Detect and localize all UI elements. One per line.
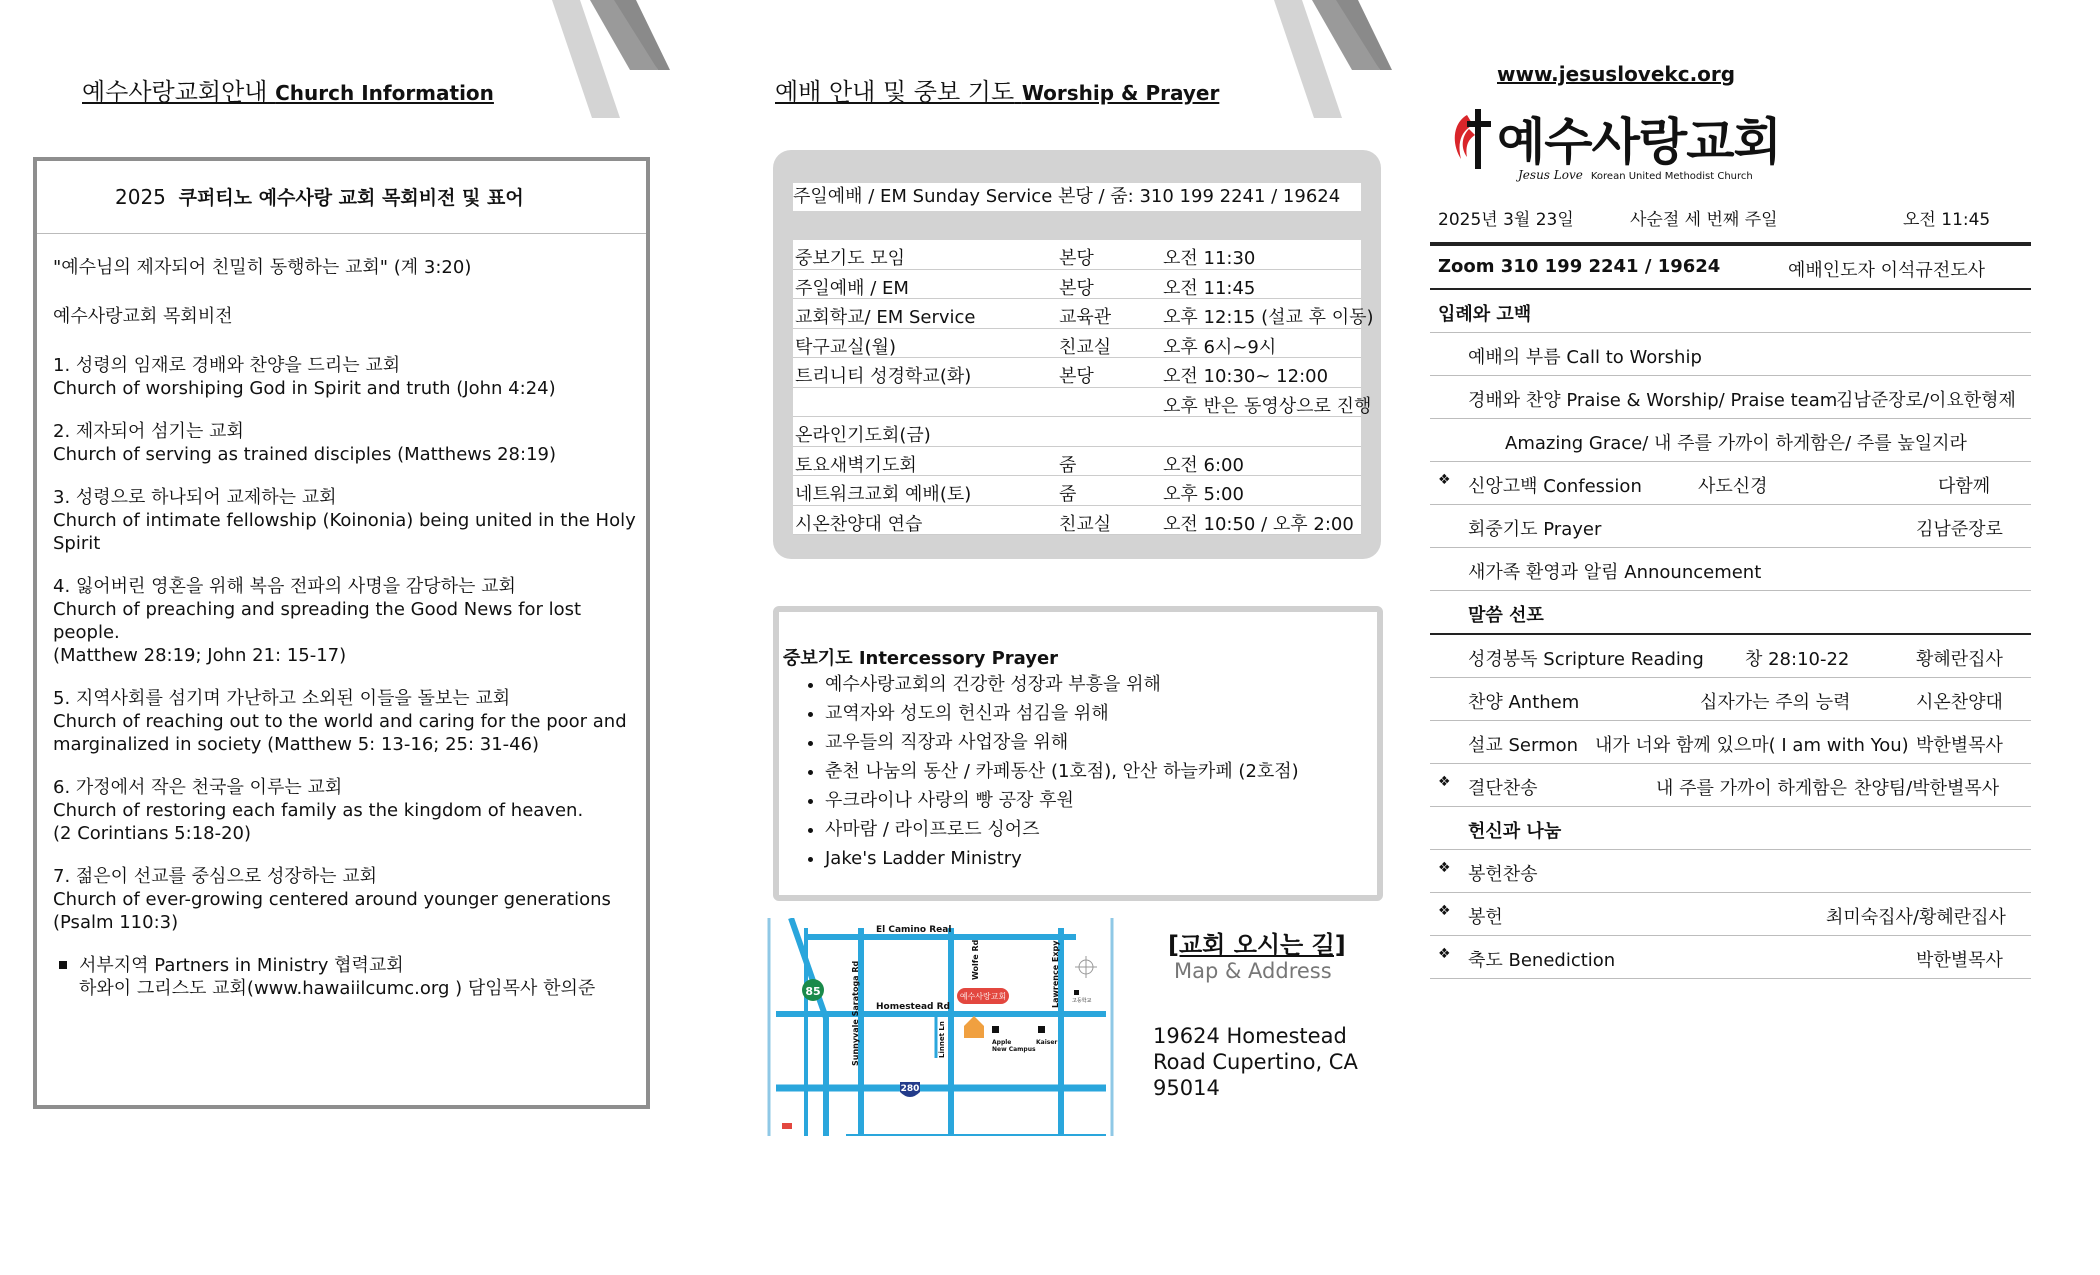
schedule-row: 주일예배 / EM 본당 오전 11:45	[793, 270, 1361, 300]
label-wolfe: Wolfe Rd	[971, 939, 980, 980]
schedule-box	[773, 150, 1381, 559]
liturgical-season: 사순절 세 번째 주일	[1630, 210, 1778, 230]
label-school: 고등학교	[1072, 998, 1092, 1004]
vision-7-ko: 7. 젊은이 선교를 중심으로 성장하는 교회	[53, 866, 377, 887]
vision-1-ko: 1. 성령의 임재로 경배와 찬양을 드리는 교회	[53, 355, 401, 376]
church-pin-label: 예수사랑교회	[959, 992, 1007, 1001]
vision-7-en: Church of ever-growing centered around younger generations	[53, 889, 611, 910]
service-time: 오전 11:45	[1903, 210, 1991, 230]
vision-3-en: Church of intimate fellowship (Koinonia) being united in the Holy Spirit	[53, 510, 636, 554]
map-subtitle: Map & Address	[1174, 959, 1332, 983]
order-item: ❖ 신앙고백 Confession 사도신경 다함께	[1430, 462, 2031, 505]
partner-line-1: 서부지역 Partners in Ministry 협력교회	[53, 954, 648, 977]
order-item: 회중기도 Prayer 김남준장로	[1430, 505, 2031, 548]
prayer-item: • 교우들의 직장과 사업장을 위해	[825, 728, 1299, 757]
vision-5-en2: marginalized in society (Matthew 5: 13-16; 25: 31-46)	[53, 734, 540, 755]
label-apple: Apple	[992, 1039, 1012, 1046]
stand-diamond-icon: ❖	[1438, 860, 1451, 876]
prayer-item: • 우크라이나 사랑의 빵 공장 후원	[825, 786, 1299, 815]
schedule-row: 오후 반은 동영상으로 진행	[793, 388, 1361, 418]
vision-6-en: Church of restoring each family as the kingdom of heaven.	[53, 800, 584, 821]
prayer-item: • 예수사랑교회의 건강한 성장과 부흥을 위해	[825, 670, 1299, 699]
order-item: 성경봉독 Scripture Reading 창 28:10-22 황혜란집사	[1430, 635, 2031, 678]
decor-strip-left	[540, 0, 680, 120]
vision-1-en: Church of worshiping God in Spirit and truth (John 4:24)	[53, 378, 556, 399]
schedule-row: 중보기도 모임 본당 오전 11:30	[793, 240, 1361, 270]
order-item: ❖ 봉헌 최미숙집사/황혜란집사	[1430, 893, 2031, 936]
label-el-camino: El Camino Real	[876, 925, 952, 935]
stand-diamond-icon: ❖	[1438, 946, 1451, 962]
kaiser-marker-icon	[1038, 1026, 1045, 1033]
vision-body	[53, 256, 648, 1000]
hw280-label: 280	[900, 1084, 920, 1094]
legend-marker-icon	[782, 1123, 792, 1129]
zoom-leader-row	[1430, 242, 2031, 290]
stand-diamond-icon: ❖	[1438, 774, 1451, 790]
decor-strip-right	[1262, 0, 1402, 120]
vision-5-ko: 5. 지역사회를 섬기며 가난하고 소외된 이들을 돌보는 교회	[53, 688, 511, 709]
service-date: 2025년 3월 23일	[1438, 210, 1574, 230]
label-lawrence: Lawrence Expy	[1051, 940, 1060, 1008]
vision-box	[33, 157, 650, 1109]
order-item: ❖ 축도 Benediction 박한별목사	[1430, 936, 2031, 979]
motto: "예수님의 제자되어 친밀히 동행하는 교회" (계 3:20)	[53, 257, 472, 278]
label-kaiser: Kaiser	[1036, 1039, 1058, 1046]
methodist-cross-flame-icon	[1447, 103, 1497, 173]
vision-4-ko: 4. 잃어버린 영혼을 위해 복음 전파의 사명을 감당하는 교회	[53, 576, 516, 597]
worship-leader: 예배인도자 이석규전도사	[1788, 260, 1985, 281]
vision-5-en: Church of reaching out to the world and caring for the poor and	[53, 711, 627, 732]
vision-6-en2: (2 Corintians 5:18-20)	[53, 823, 252, 844]
vision-box-header	[37, 161, 646, 234]
order-item: ❖ 결단찬송 내 주를 가까이 하게함은 찬양팀/박한별목사	[1430, 764, 2031, 807]
vision-3-ko: 3. 성령으로 하나되어 교제하는 교회	[53, 487, 337, 508]
section-header: 입례와 고백	[1430, 290, 2031, 333]
vision-4-en2: (Matthew 28:19; John 21: 15-17)	[53, 645, 347, 666]
map-title: [교회 오시는 길]	[1168, 931, 1346, 959]
prayer-box	[773, 606, 1383, 901]
prayer-title: 중보기도 Intercessory Prayer	[783, 648, 1059, 669]
church-logo-text: 예수사랑교회	[1497, 113, 1781, 171]
schedule-row: 탁구교실(월) 친교실 오후 6시~9시	[793, 329, 1361, 359]
church-address: 19624 Homestead Road Cupertino, CA 95014	[1153, 1024, 1358, 1100]
schedule-row: 토요새벽기도회 줌 오전 6:00	[793, 447, 1361, 477]
school-marker-icon	[1074, 990, 1079, 995]
label-apple-campus: New Campus	[992, 1046, 1036, 1053]
order-item: 찬양 Anthem 십자가는 주의 능력 시온찬양대	[1430, 678, 2031, 721]
label-saratoga: Sunnyvale Saratoga Rd	[851, 960, 860, 1066]
vision-2-ko: 2. 제자되어 섬기는 교회	[53, 421, 244, 442]
order-item: 예배의 부름 Call to Worship	[1430, 333, 2031, 376]
section-header: 말씀 선포	[1430, 591, 2031, 635]
vision-7-en2: (Psalm 110:3)	[53, 912, 179, 933]
church-info-title: 예수사랑교회안내 Church Information	[82, 78, 494, 106]
order-of-worship	[1430, 242, 2031, 979]
schedule-row: 트리니티 성경학교(화) 본당 오전 10:30~ 12:00	[793, 358, 1361, 388]
hw85-label: 85	[805, 985, 821, 998]
order-item: Amazing Grace/ 내 주를 가까이 하게함은/ 주를 높일지라	[1430, 419, 2031, 462]
schedule-table	[793, 240, 1374, 535]
vision-2-en: Church of serving as trained disciples (Matthews 28:19)	[53, 444, 556, 465]
prayer-list	[805, 670, 1299, 873]
sunday-service-header: 주일예배 / EM Sunday Service 본당 / 줌: 310 199 2241 / 19624	[793, 183, 1361, 211]
apple-marker-icon	[992, 1026, 999, 1033]
prayer-item: • 사마람 / 라이프로드 싱어즈	[825, 815, 1299, 844]
stand-diamond-icon: ❖	[1438, 472, 1451, 488]
section-header: 헌신과 나눔	[1430, 807, 2031, 850]
vision-6-ko: 6. 가정에서 작은 천국을 이루는 교회	[53, 777, 343, 798]
vision-heading: 예수사랑교회 목회비전	[53, 306, 233, 327]
stand-diamond-icon: ❖	[1438, 903, 1451, 919]
order-item: 경배와 찬양 Praise & Worship/ Praise team 김남준장로/이요한형제	[1430, 376, 2031, 419]
worship-prayer-title: 예배 안내 및 중보 기도 Worship & Prayer	[775, 78, 1220, 106]
order-item: ❖ 봉헌찬송	[1430, 850, 2031, 893]
vision-4-en: Church of preaching and spreading the Good News for lost people.	[53, 599, 582, 643]
order-item: 설교 Sermon 내가 너와 함께 있으마( I am with You) 박한별목사	[1430, 721, 2031, 764]
church-map	[766, 918, 1115, 1136]
prayer-item: • 교역자와 성도의 헌신과 섬김을 위해	[825, 699, 1299, 728]
prayer-item: • 춘천 나눔의 동산 / 카페동산 (1호점), 안산 하늘카페 (2호점)	[825, 757, 1299, 786]
schedule-row: 네트워크교회 예배(토) 줌 오후 5:00	[793, 476, 1361, 506]
partner-line-2: 하와이 그리스도 교회(www.hawaiilcumc.org ) 담임목사 한의준	[79, 978, 596, 999]
schedule-row: 시온찬양대 연습 친교실 오전 10:50 / 오후 2:00	[793, 506, 1361, 536]
prayer-item: • Jake's Ladder Ministry	[825, 844, 1299, 873]
order-item: 새가족 환영과 알림 Announcement	[1430, 548, 2031, 591]
church-website-link[interactable]: www.jesuslovekc.org	[1497, 62, 1736, 86]
church-logo-subtitle: Jesus Love Korean United Methodist Church	[1518, 168, 1753, 182]
vision-title: 2025 쿠퍼티노 예수사랑 교회 목회비전 및 표어	[115, 185, 524, 209]
schedule-row: 온라인기도회(금)	[793, 417, 1361, 447]
schedule-row: 교회학교/ EM Service 교육관 오후 12:15 (설교 후 이동)	[793, 299, 1361, 329]
label-homestead: Homestead Rd	[876, 1002, 950, 1012]
square-bullet-icon	[59, 961, 67, 969]
label-linnet: Linnet Ln	[938, 1021, 946, 1058]
zoom-info: Zoom 310 199 2241 / 19624	[1438, 256, 1721, 277]
